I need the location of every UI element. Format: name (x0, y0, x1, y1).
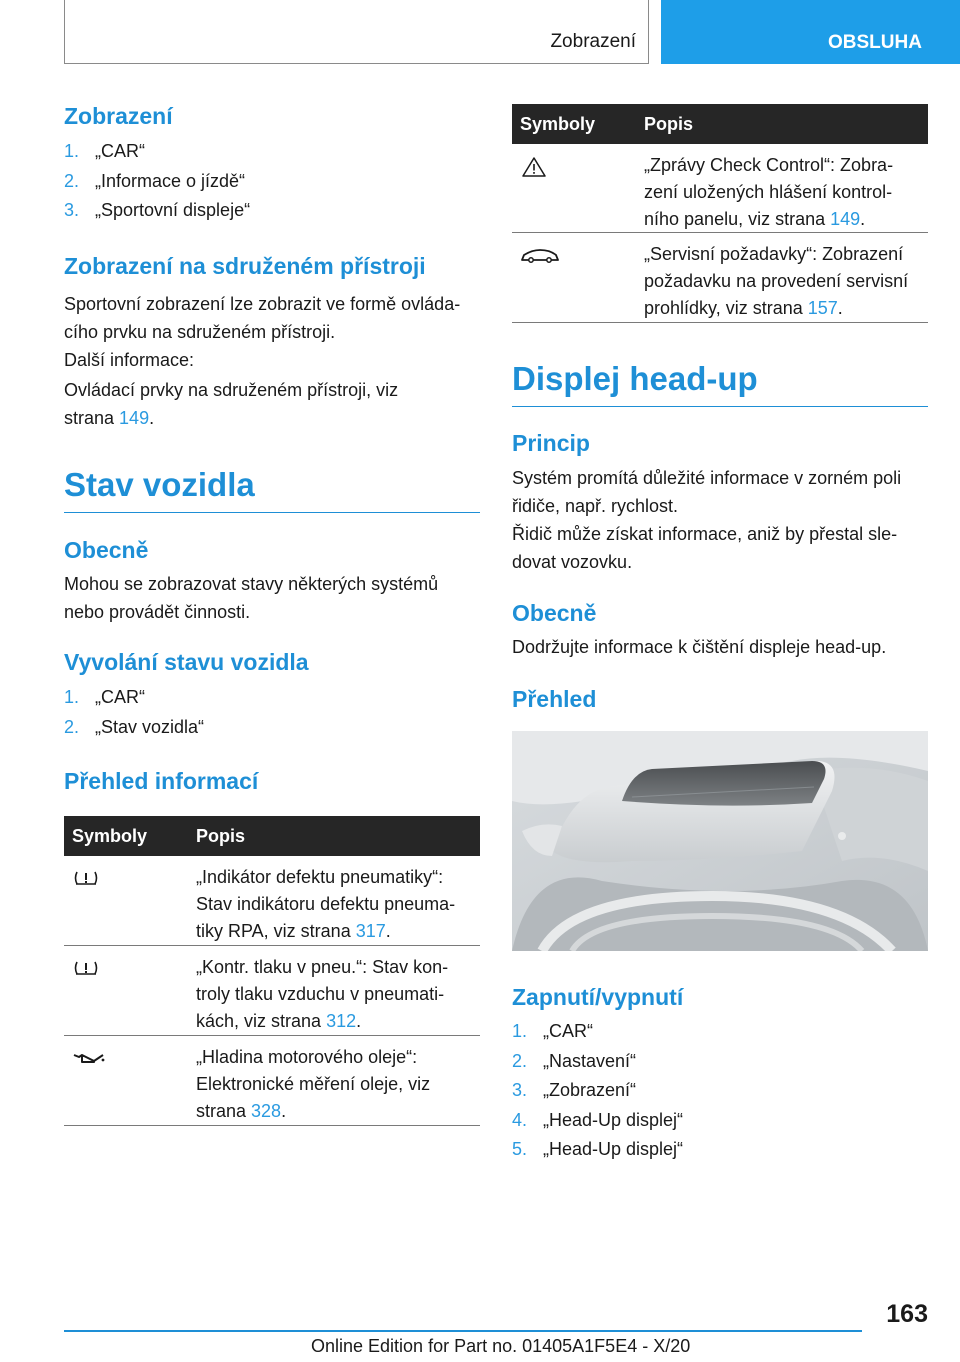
row-description: „Zprávy Check Control“: Zobra- zení uložených hlášení kontrol- ního panelu, viz strana 149. (644, 155, 894, 229)
row-description: „Kontr. tlaku v pneu.“: Stav kon- troly tlaku vzduchu v pneumati- kách, viz strana 312. (196, 957, 449, 1031)
column-header-description: Popis (196, 826, 246, 846)
list-item: 2. „Informace o jízdě“ (64, 170, 246, 191)
table-header (64, 816, 480, 856)
display-steps (64, 137, 480, 226)
header-section-box (64, 0, 649, 64)
tire-pressure-warning-icon (72, 959, 100, 979)
symbols-table-right (512, 104, 928, 323)
table-row (64, 946, 480, 1036)
table-row (512, 233, 928, 323)
tire-pressure-warning-icon (72, 869, 100, 889)
row-description: „Servisní požadavky“: Zobrazení požadavku na provedení servisní prohlídky, viz strana 157. (644, 244, 909, 318)
list-item: 2. „Nastavení“ (512, 1050, 637, 1071)
list-item: 4. „Head-Up displej“ (512, 1109, 684, 1130)
cluster-more-info: Další informace: (64, 350, 195, 370)
page-link[interactable]: 149 (119, 408, 150, 428)
car-service-icon (520, 246, 560, 266)
header-chapter-title: OBSLUHA (828, 32, 922, 53)
header-section-title: Zobrazení (550, 31, 636, 52)
page-link[interactable]: 328 (251, 1101, 282, 1121)
row-description: „Indikátor defektu pneumatiky“: Stav indikátoru defektu pneuma- tiky RPA, viz strana 317. (196, 867, 456, 941)
onoff-steps (512, 1017, 928, 1165)
page-link[interactable]: 157 (807, 298, 838, 318)
oil-level-icon (72, 1049, 106, 1069)
page-link[interactable]: 149 (830, 209, 861, 229)
table-row (64, 856, 480, 946)
cluster-heading: Zobrazení na sdruženém přístroji (64, 253, 426, 279)
column-header-symbols: Symboly (520, 114, 596, 134)
column-header-symbols: Symboly (72, 826, 148, 846)
call-heading: Vyvolání stavu vozidla (64, 649, 309, 675)
onoff-heading: Zapnutí/vypnutí (512, 984, 684, 1010)
symbols-table-left (64, 816, 480, 1126)
general-text: Dodržujte informace k čištění displeje head-up. (512, 637, 887, 657)
cluster-reference: Ovládací prvky na sdruženém přístroji, viz strana 149. (64, 380, 399, 428)
list-item: 5. „Head-Up displej“ (512, 1139, 684, 1159)
call-steps (64, 683, 480, 742)
header-chapter-tab[interactable] (661, 0, 960, 64)
overview-heading: Přehled (512, 686, 597, 712)
overview-heading: Přehled informací (64, 768, 259, 794)
page-link[interactable]: 312 (326, 1011, 357, 1031)
list-item: 3. „Zobrazení“ (512, 1080, 637, 1100)
page-number: 163 (886, 1300, 928, 1328)
cluster-text: Sportovní zobrazení lze zobrazit ve formě ovláda- cího prvku na sdruženém přístroji. (64, 294, 461, 342)
general-heading: Obecně (512, 600, 597, 626)
hud-photo (512, 731, 928, 951)
footer-edition: Online Edition for Part no. 01405A1F5E4 - X/20 (311, 1336, 691, 1356)
list-item: 1. „CAR“ (64, 141, 145, 161)
table-row (64, 1036, 480, 1126)
footer-rule (64, 1330, 862, 1332)
list-item: 1. „CAR“ (64, 687, 145, 707)
row-description: „Hladina motorového oleje“: Elektronické měření oleje, viz strana 328. (196, 1047, 431, 1121)
principle-text: Systém promítá důležité informace v zorném poli řidiče, např. rychlost. (512, 468, 902, 516)
display-heading: Zobrazení (64, 103, 173, 129)
hud-title: Displej head-up (512, 360, 928, 407)
table-header (512, 104, 928, 144)
list-item: 3. „Sportovní displeje“ (64, 200, 251, 220)
status-title: Stav vozidla (64, 466, 480, 513)
general-heading: Obecně (64, 537, 149, 563)
table-row (512, 144, 928, 233)
list-item: 2. „Stav vozidla“ (64, 716, 205, 737)
general-text: Mohou se zobrazovat stavy některých systémů nebo provádět činnosti. (64, 574, 439, 622)
list-item: 1. „CAR“ (512, 1021, 593, 1041)
warning-triangle-icon (520, 157, 548, 177)
page-link[interactable]: 317 (355, 921, 386, 941)
principle-text-2: Řidič může získat informace, aniž by přestal sle- dovat vozovku. (512, 524, 898, 572)
principle-heading: Princip (512, 430, 590, 456)
column-header-description: Popis (644, 114, 694, 134)
